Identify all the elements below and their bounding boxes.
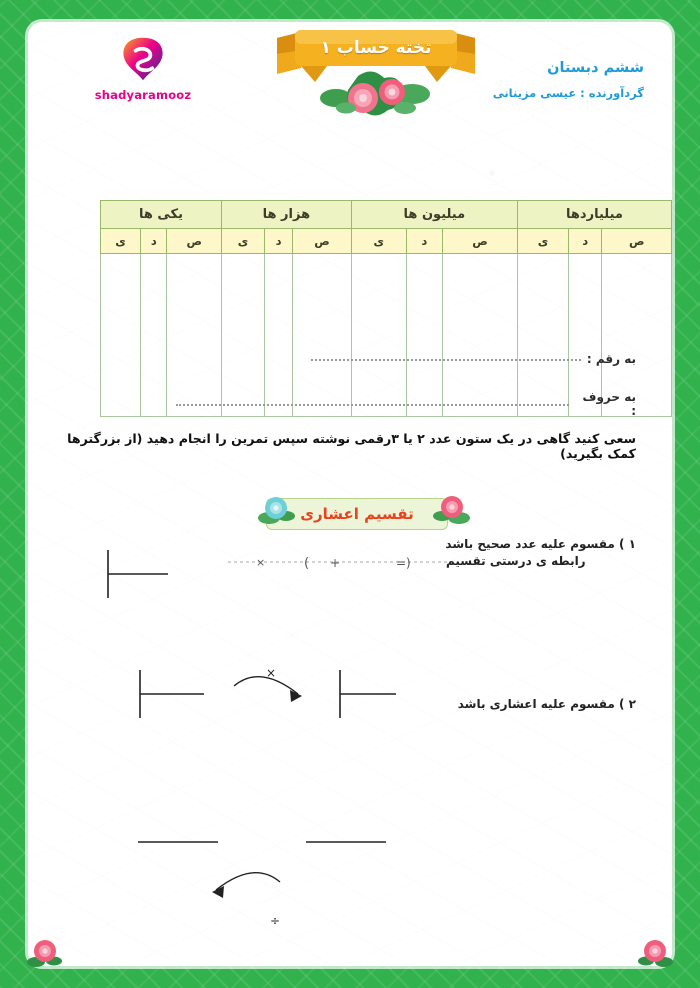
table-cell[interactable] [101, 254, 141, 417]
flower-right-icon [426, 492, 472, 528]
answer-row-digits [296, 352, 636, 366]
sub-header-cell: د [141, 229, 167, 254]
place-value-table [100, 200, 672, 417]
sub-header-cell: د [568, 229, 602, 254]
site-logo [80, 30, 206, 116]
group-header-billions: میلیاردها [517, 201, 671, 229]
logo-mark-icon [115, 34, 171, 84]
relation-line-1 [228, 556, 448, 571]
exercise-2-text: مقسوم علیه اعشاری باشد [457, 697, 615, 711]
table-cell[interactable] [141, 254, 167, 417]
section-title: تقسیم اعشاری [300, 505, 414, 523]
answer-label-words: به حروف : [582, 390, 636, 418]
division-bracket-1 [108, 550, 168, 598]
sub-header-cell: ی [101, 229, 141, 254]
worksheet-content [28, 22, 672, 966]
exercise-2-divide-symbol: ÷ [270, 914, 281, 928]
sub-header-cell: د [264, 229, 292, 254]
svg-text:=): =) [396, 556, 411, 570]
exercise-2-multiply-symbol: × [266, 666, 277, 680]
sub-header-cell: ص [442, 229, 517, 254]
svg-text:×: × [256, 556, 266, 569]
svg-text:(: ( [304, 556, 310, 571]
sub-header-cell: ص [293, 229, 352, 254]
corner-flower-right-icon [634, 936, 674, 970]
place-value-table-wrap [64, 110, 645, 322]
exercise-1-text: مقسوم علیه عدد صحیح باشد [445, 537, 615, 551]
sub-header-cell: ی [351, 229, 406, 254]
school-info [493, 60, 644, 100]
author-name: گردآورنده : عیسی مزینانی [492, 86, 644, 100]
group-header-millions: میلیون ها [351, 201, 517, 229]
answer-input-words[interactable] [176, 403, 569, 406]
answer-row-words [176, 390, 636, 418]
sub-header-cell: ی [517, 229, 568, 254]
exercise-2-number: ۲ ) [619, 697, 636, 711]
sub-header-cell: ص [167, 229, 222, 254]
group-header-ones: یکی ها [101, 201, 222, 229]
relation-label: رابطه ی درستی تقسیم [446, 554, 586, 568]
group-header-thousands: هزار ها [221, 201, 351, 229]
logo-text: shadyaramooz [94, 88, 192, 102]
exercise-2-heading [458, 697, 636, 711]
table-sub-header-row [101, 229, 672, 254]
answer-input-digits[interactable] [311, 358, 581, 361]
sub-header-cell: ص [602, 229, 672, 254]
corner-flower-left-icon [26, 936, 66, 970]
answer-label-digits: به رقم : [586, 352, 636, 366]
arrow-multiply [234, 677, 302, 702]
document-title: تخته حساب ۱ [320, 38, 432, 58]
exercise-1-heading [445, 537, 636, 551]
sub-header-cell: د [406, 229, 442, 254]
table-group-header-row [101, 201, 672, 229]
svg-text:+: + [330, 556, 341, 570]
instruction-note: سعی کنید گاهی در یک ستون عدد ۲ یا ۳رقمی نوشته سپس تمرین را انجام دهید (از بزرگترها کمک بگیرید) [67, 431, 636, 461]
division-bracket-2b [340, 670, 396, 718]
division-bracket-2a [140, 670, 204, 718]
flower-left-icon [256, 492, 302, 528]
school-name: ششم دبستان [547, 60, 644, 76]
sub-header-cell: ی [221, 229, 264, 254]
exercise-1-number: ۱ ) [619, 537, 636, 551]
arrow-divide [212, 873, 280, 898]
